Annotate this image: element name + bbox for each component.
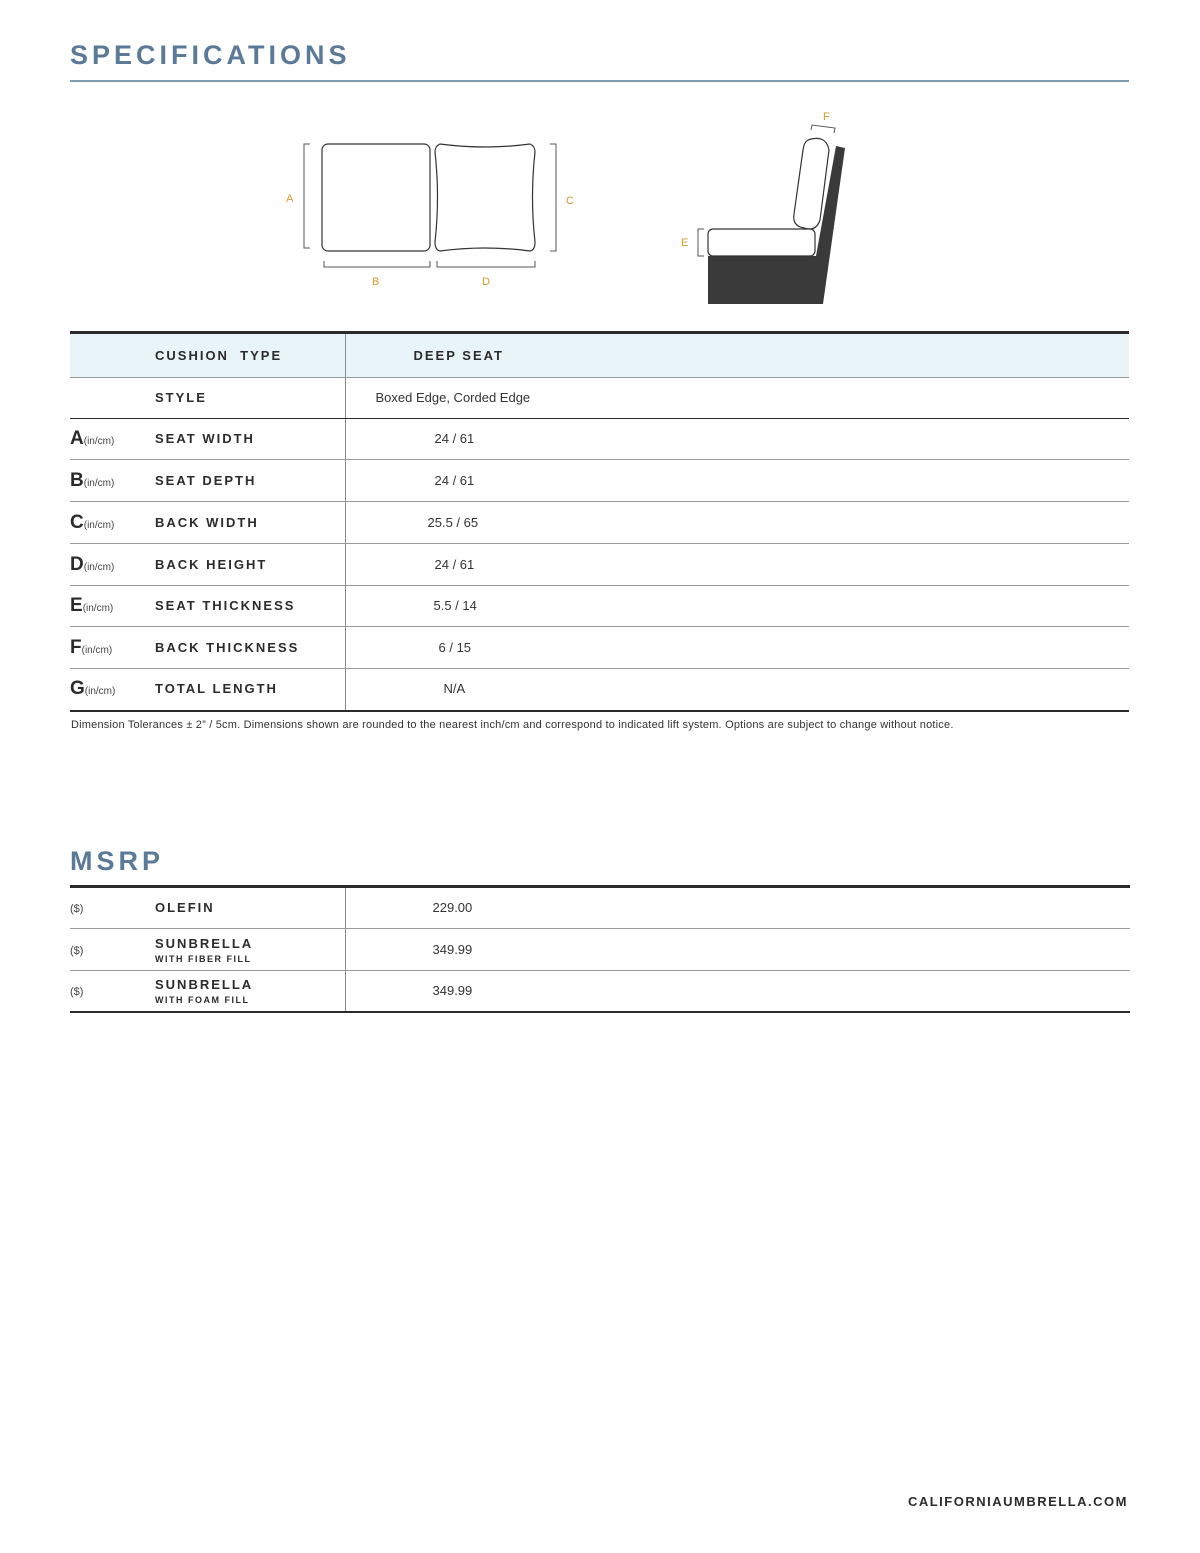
spec-row xyxy=(70,627,1129,669)
spec-row xyxy=(70,460,1129,502)
unit-label: (in/cm) xyxy=(83,436,115,447)
unit-label: (in/cm) xyxy=(84,686,116,698)
spec-row xyxy=(70,544,1129,586)
fabric-label: OLEFIN xyxy=(155,900,215,915)
msrp-title: MSRP xyxy=(70,846,165,876)
fabric-label: SUNBRELLA xyxy=(155,977,254,993)
website-link[interactable]: CALIFORNIAUMBRELLA.COM xyxy=(907,1494,1128,1509)
spec-value: 24 / 61 xyxy=(434,472,475,488)
spec-row xyxy=(70,502,1129,544)
dimension-letter: F xyxy=(70,636,82,658)
spec-value: 25.5 / 65 xyxy=(427,514,479,530)
fabric-label: SUNBRELLA xyxy=(155,936,254,951)
cushion-type-label: CUSHION TYPE xyxy=(155,347,283,363)
diagram-label-b: B xyxy=(372,276,380,288)
dimension-letter: A xyxy=(70,428,84,449)
spec-row xyxy=(70,419,1129,460)
header-row xyxy=(70,333,1129,378)
style-row xyxy=(70,378,1129,419)
spec-row xyxy=(70,669,1129,711)
style-label: STYLE xyxy=(155,390,207,405)
msrp-table xyxy=(70,885,1130,1013)
spec-label: TOTAL LENGTH xyxy=(155,681,278,697)
diagram-label-e: E xyxy=(681,237,689,249)
spec-label: BACK THICKNESS xyxy=(155,639,300,655)
side-seat-cushion-shape xyxy=(708,229,815,256)
price-value: 349.99 xyxy=(432,941,473,957)
currency-label: ($) xyxy=(70,944,84,957)
fill-label: WITH FIBER FILL xyxy=(155,954,252,964)
diagram-label-a: A xyxy=(286,193,294,205)
back-cushion-shape xyxy=(435,144,535,251)
dimension-letter: D xyxy=(70,553,84,575)
diagram-label-d: D xyxy=(482,276,490,288)
dimension-letter: E xyxy=(70,595,83,616)
currency-label: ($) xyxy=(70,903,84,915)
spec-label: SEAT THICKNESS xyxy=(155,598,296,613)
unit-label: (in/cm) xyxy=(83,519,115,531)
spec-label: SEAT DEPTH xyxy=(155,472,257,488)
spec-value: 24 / 61 xyxy=(434,431,475,446)
spec-row xyxy=(70,586,1129,627)
msrp-row xyxy=(70,929,1130,971)
spec-value: 6 / 15 xyxy=(438,639,472,655)
unit-label: (in/cm) xyxy=(83,561,115,573)
spec-label: BACK HEIGHT xyxy=(155,556,268,572)
unit-label: (in/cm) xyxy=(82,603,114,614)
dimension-disclaimer: Dimension Tolerances ± 2” / 5cm. Dimensions shown are rounded to the nearest inch/cm and correspond to indicated lift system. Options are subject to change without notice. xyxy=(71,719,954,731)
unit-label: (in/cm) xyxy=(81,644,113,656)
specifications-title: SPECIFICATIONS xyxy=(70,40,351,70)
seat-cushion-shape xyxy=(322,144,430,251)
diagram-label-c: C xyxy=(566,195,574,207)
diagram-label-f: F xyxy=(823,111,830,123)
cushion-type-value: DEEP SEAT xyxy=(413,347,504,363)
dimension-letter: C xyxy=(70,511,84,533)
spec-value: 5.5 / 14 xyxy=(433,598,477,613)
spec-label: BACK WIDTH xyxy=(155,514,259,530)
specifications-table xyxy=(70,331,1129,712)
spec-label: SEAT WIDTH xyxy=(155,431,255,446)
price-value: 349.99 xyxy=(432,982,473,998)
currency-label: ($) xyxy=(70,985,84,998)
msrp-row xyxy=(70,887,1130,929)
dimension-letter: B xyxy=(70,469,84,491)
side-view-diagram xyxy=(676,108,856,308)
dimension-letter: G xyxy=(70,678,85,700)
fill-label: WITH FOAM FILL xyxy=(155,995,250,1006)
spec-value: N/A xyxy=(443,681,466,697)
unit-label: (in/cm) xyxy=(83,477,115,489)
front-view-diagram xyxy=(280,130,580,295)
title-divider xyxy=(70,80,1129,82)
style-value: Boxed Edge, Corded Edge xyxy=(375,390,531,405)
price-value: 229.00 xyxy=(432,900,473,915)
msrp-row xyxy=(70,971,1130,1012)
spec-value: 24 / 61 xyxy=(434,556,475,572)
